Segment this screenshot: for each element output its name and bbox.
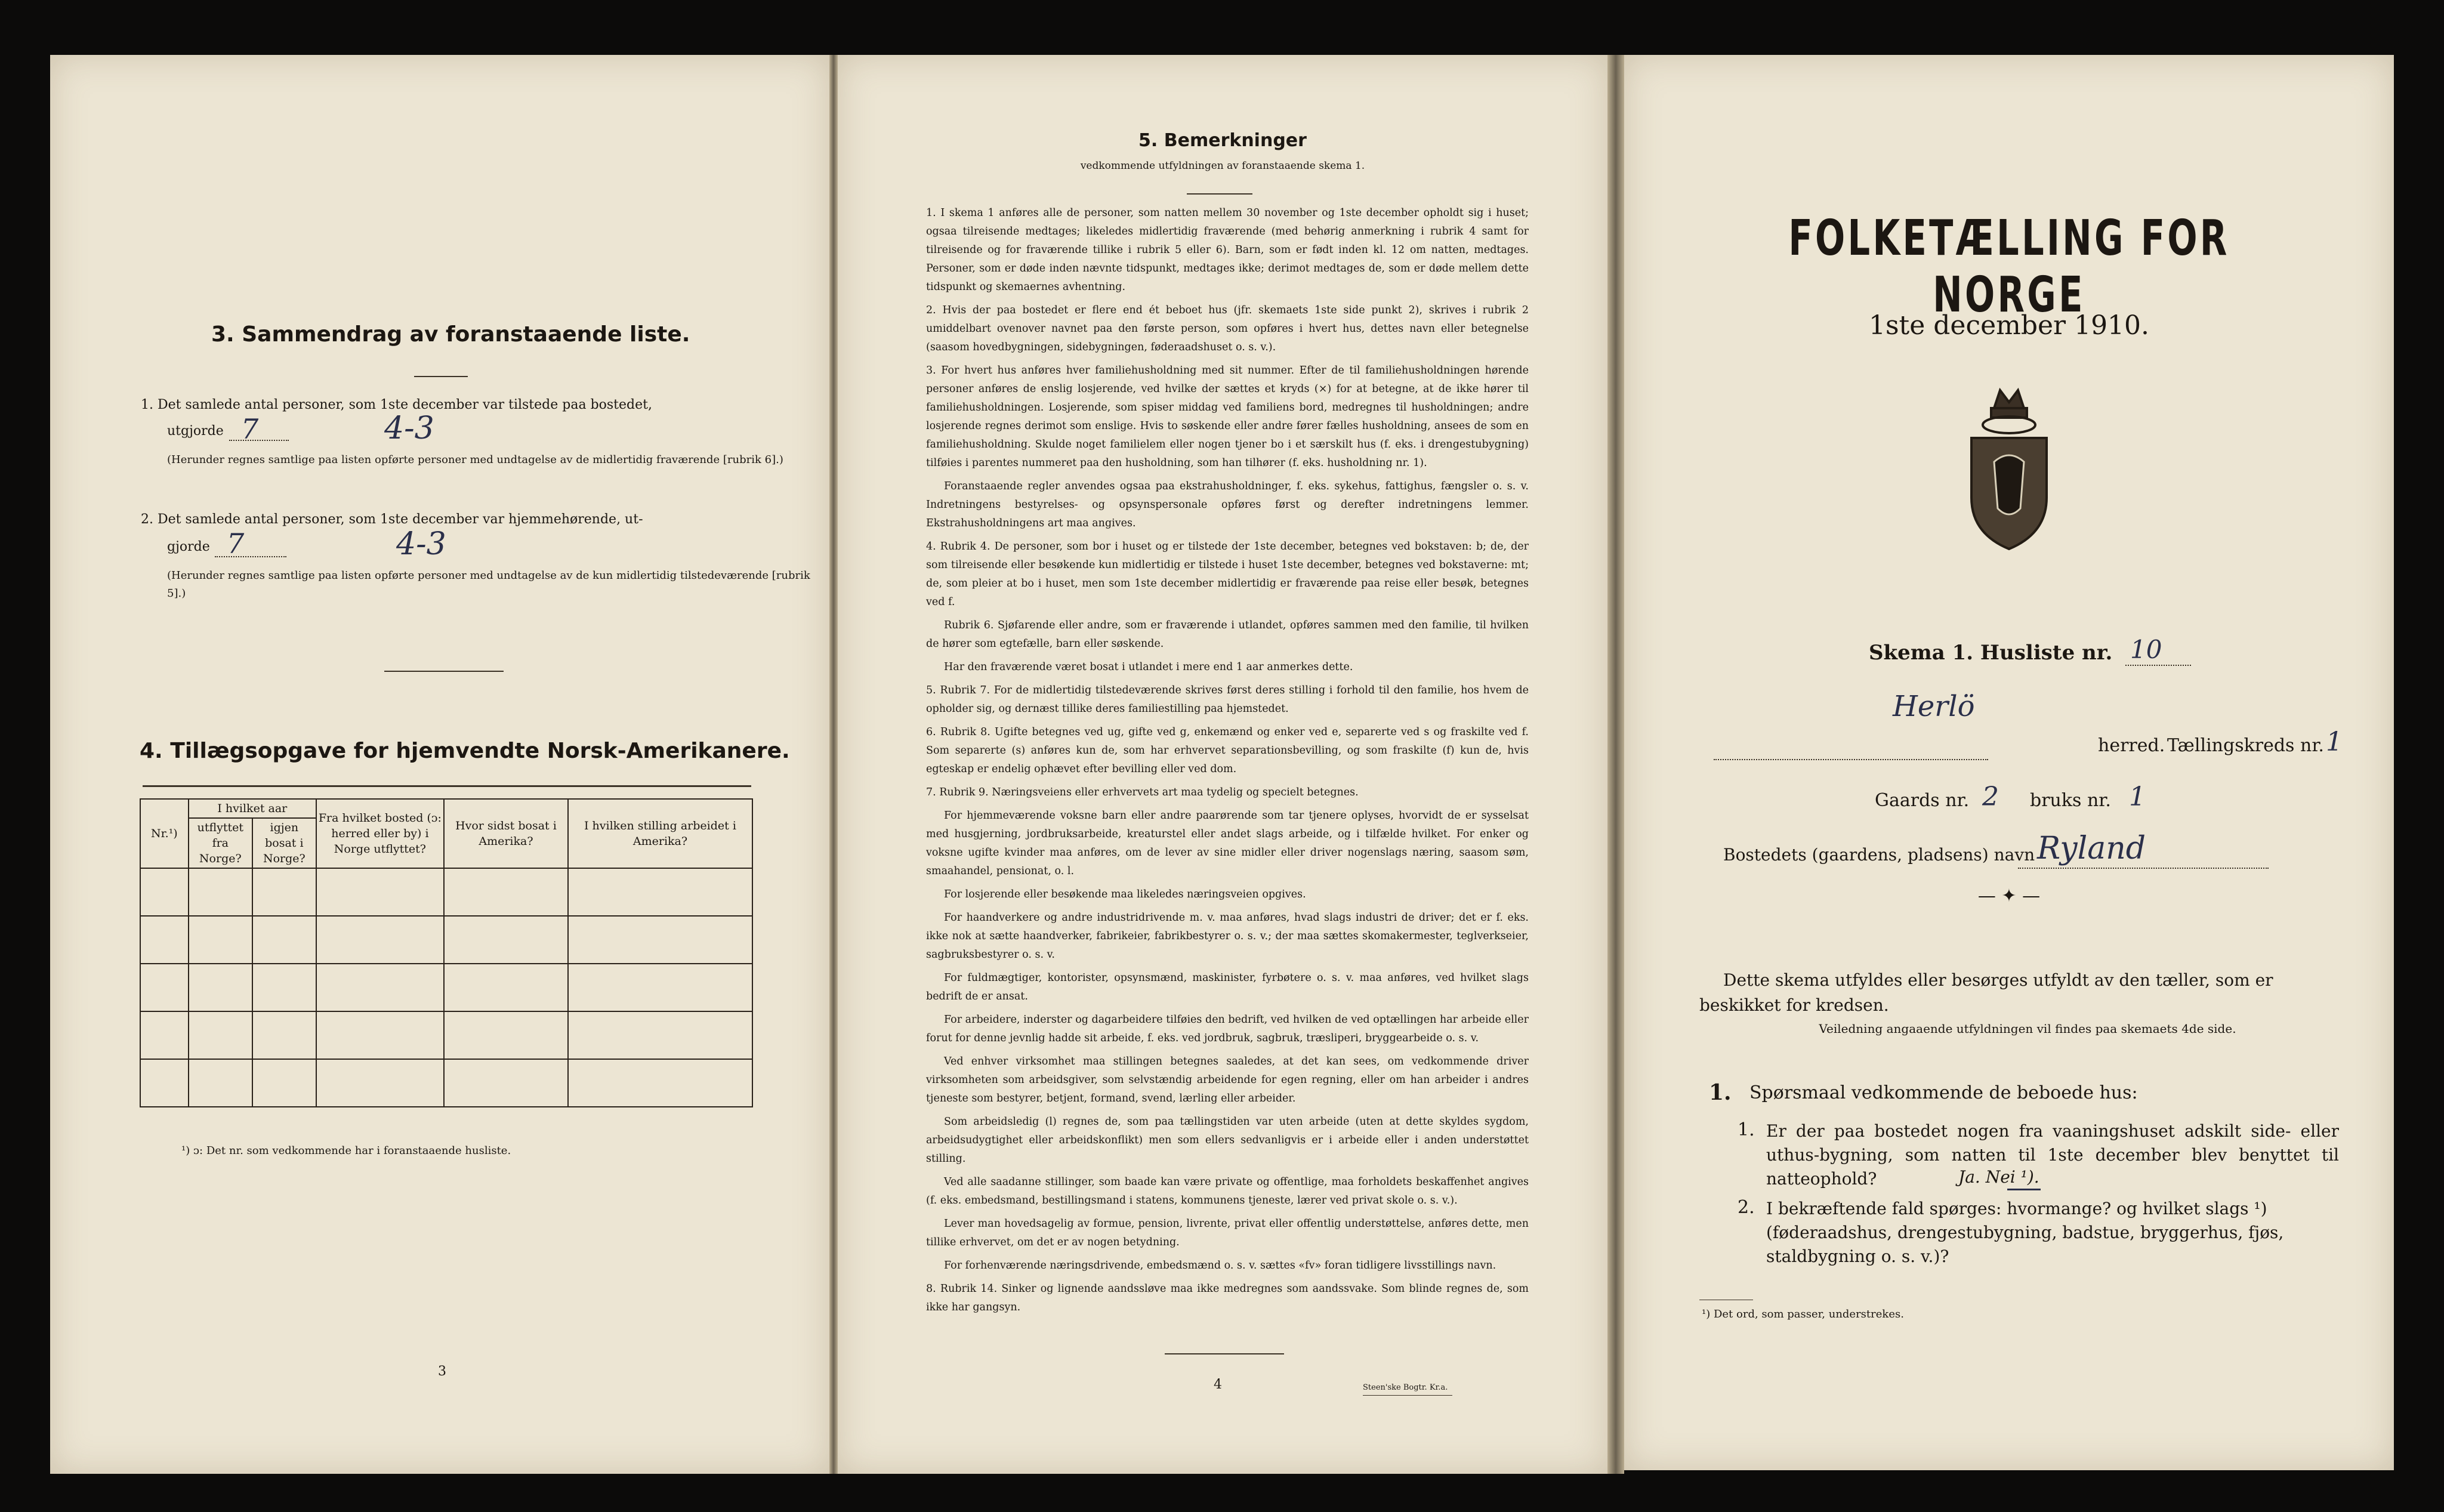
- item-1-prefix: utgjorde: [167, 424, 224, 439]
- bruk-value: 1: [2129, 782, 2146, 812]
- item-1-line: 1. Det samlede antal personer, som 1ste december var tilstede paa bostedet,: [141, 397, 652, 412]
- col-group-year: I hvilket aar: [189, 799, 316, 818]
- form-date: 1ste december 1910.: [1868, 310, 2150, 341]
- divider: [1187, 193, 1252, 195]
- footnote: ¹) Det ord, som passer, understrekes.: [1702, 1308, 1904, 1320]
- dotted-line: [2125, 665, 2191, 666]
- question-2-number: 2.: [1738, 1197, 1755, 1218]
- item-2-prefix: gjorde: [167, 539, 210, 554]
- remark-paragraph: Rubrik 6. Sjøfarende eller andre, som er fraværende i utlandet, opføres sammen med den familie, til hvilken de hører som egtefælle, barn eller søskende.: [926, 619, 1529, 650]
- remark-paragraph: 1. I skema 1 anføres alle de personer, som natten mellem 30 november og 1ste december opholdt sig i huset; ogsaa tilreisende medtages; likeledes midlertidig fraværende (med behørig anmerkning i rubrik 4 samt for tilreisende og for fraværende tillike i rubrik 5 eller 6). Barn, som er født inden kl. 12 om natten, medtages. Personer, som er døde inden nævnte tidspunkt, medtages ikke; derimot medtages de, som er døde mellem dette tidspunkt og skemaernes avhentning.: [926, 207, 1529, 293]
- table-row: [140, 964, 752, 1011]
- table-row: [140, 1059, 752, 1107]
- bosted-label: Bostedets (gaardens, pladsens) navn: [1723, 845, 2035, 865]
- page-fold: [829, 55, 838, 1474]
- page-gutter: [1607, 55, 1624, 1474]
- remark-paragraph: For fuldmægtiger, kontorister, opsynsmænd, maskinister, fyrbøtere o. s. v. maa anføres, ved hvilket slags bedrift de er ansat.: [926, 972, 1529, 1002]
- divider: [384, 671, 504, 672]
- table-row: [140, 868, 752, 916]
- remark-paragraph: 6. Rubrik 8. Ugifte betegnes ved ug, gifte ved g, enkemænd og enker ved e, separerte ved s og fraskilte ved f. Som separerte (s) anføres kun de, som har erhvervet separationsbevilling, og som fraskilte (f) kun de, hvis egteskap er endelig ophævet efter bevilling eller ved dom.: [926, 726, 1529, 775]
- remark-paragraph: For arbeidere, inderster og dagarbeidere tilføies den bedrift, ved hvilken de ved optællingen har arbeide eller forut for denne jevnlig hadde sit arbeide, f. eks. ved jordbruk, sagbruk, træsliperi, bryggearbeide o. s. v.: [926, 1014, 1529, 1044]
- remark-paragraph: Ved enhver virksomhet maa stillingen betegnes saaledes, at det kan sees, om vedkommende driver virksomheten som arbeidsgiver, som selvstændig arbeidende for egen regning, eller om han arbeider i andres tjeneste som bestyrer, betjent, formand, svend, lærling eller arbeider.: [926, 1056, 1529, 1104]
- printer-mark: Steen'ske Bogtr. Kr.a.: [1363, 1383, 1448, 1392]
- col-hvor: Hvor sidst bosat i Amerika?: [444, 799, 568, 868]
- remarks-subtitle: vedkommende utfyldningen av foranstaaende skema 1.: [1080, 160, 1365, 172]
- bruk-label: bruks nr.: [2030, 790, 2111, 811]
- intro-text: Dette skema utfyldes eller besørges utfyldt av den tæller, som er beskikket for kredsen.: [1699, 970, 2273, 1015]
- footnote: ¹) ᴐ: Det nr. som vedkommende har i foranstaaende husliste.: [181, 1144, 511, 1157]
- col-igjen: igjen bosat i Norge?: [252, 818, 316, 868]
- question-section-title: Spørsmaal vedkommende de beboede hus:: [1749, 1082, 2138, 1103]
- page-number: 3: [438, 1364, 446, 1379]
- col-nr: Nr.¹): [140, 799, 189, 868]
- item-1-handwritten: 4-3: [384, 411, 434, 446]
- kreds-label: Tællingskreds nr.: [2167, 735, 2324, 756]
- item-1-value: 7: [241, 413, 259, 445]
- question-section-number: 1.: [1709, 1080, 1732, 1105]
- item-2-value: 7: [227, 527, 245, 560]
- item-2-handwritten: 4-3: [396, 526, 446, 562]
- remark-paragraph: Som arbeidsledig (l) regnes de, som paa tællingstiden var uten arbeide (uten at dette skyldes sygdom, arbeidsudygtighet eller arbeidskonflikt) men som ellers sedvanligvis er i arbeide eller i anden understøttet stilling.: [926, 1116, 1529, 1165]
- section-4-title: 4. Tillægsopgave for hjemvendte Norsk-Amerikanere.: [140, 739, 790, 763]
- remark-paragraph: For haandverkere og andre industridrivende m. v. maa anføres, hvad slags industri de driver; det er f. eks. ikke nok at sætte haandverker, fabrikeier, fabrikbestyrer o. s. v.; der maa sættes skomakermester, teglverkseier, sagbruksbestyrer o. s. v.: [926, 912, 1529, 961]
- ornament-divider: — ✦ —: [1977, 885, 2041, 906]
- norsk-amerikanere-table: [140, 798, 753, 1107]
- herred-value: Herlö: [1893, 690, 1975, 723]
- remark-paragraph: For losjerende eller besøkende maa likeledes næringsveien opgives.: [944, 888, 1306, 900]
- remark-paragraph: 3. For hvert hus anføres hver familiehusholdning med sit nummer. Efter de til familiehusholdningen hørende personer anføres de enslig losjerende, ved hvilke der sættes et kryds (×) for at betegne, at de ikke hører til familiehusholdningen. Losjerende, som spiser middag ved familiens bord, medregnes til husholdningen; andre losjerende regnes derimot som enslige. Hvis to søskende eller andre fører fælles husholdning, ansees de som en familiehusholdning. Skulde noget familielem eller nogen tjener bo i et særskilt hus (f. eks. i drengestubygning) tilføies i parentes nummeret paa den husholdning, som han tilhører (f. eks. husholdning nr. 1).: [926, 365, 1529, 469]
- question-1-answer: Ja. Nei ¹).: [1958, 1167, 2039, 1187]
- remark-paragraph: 2. Hvis der paa bostedet er flere end ét beboet hus (jfr. skemaets 1ste side punkt 2), skrives i rubrik 2 umiddelbart ovenover navnet paa den første person, som opføres i hvert hus, dettes navn eller betegnelse (saasom hovedbygningen, sidebygningen, føderaadshuset o. s. v.).: [926, 304, 1529, 353]
- remark-paragraph: Lever man hovedsagelig av formue, pension, livrente, privat eller offentlig understøttelse, anføres dette, men tillike erhvervet, om det er av nogen betydning.: [926, 1218, 1529, 1248]
- remark-paragraph: Ved alle saadanne stillinger, som baade kan være private og offentlige, maa forholdets beskaffenhet angives (f. eks. embedsmand, bestillingsmand i statens, kommunens tjeneste, lærer ved privat skole o. s. v.).: [926, 1176, 1529, 1206]
- table-row: [140, 916, 752, 964]
- item-2-note: (Herunder regnes samtlige paa listen opførte personer med undtagelse av de kun midlertidig tilstedeværende [rubrik 5].): [167, 569, 810, 600]
- gaard-value: 2: [1982, 782, 1999, 812]
- answer-underline: [2007, 1189, 2041, 1190]
- item-1-note: (Herunder regnes samtlige paa listen opførte personer med undtagelse av de midlertidig fraværende [rubrik 6].): [167, 453, 783, 466]
- page-3: [50, 55, 829, 1474]
- remark-paragraph: Har den fraværende været bosat i utlandet i mere end 1 aar anmerkes dette.: [944, 661, 1353, 673]
- gaard-label: Gaards nr.: [1875, 790, 1970, 811]
- section-3-title: 3. Sammendrag av foranstaaende liste.: [211, 322, 690, 347]
- dotted-line: [229, 440, 289, 441]
- remark-paragraph: For hjemmeværende voksne barn eller andre paarørende som tar tjenere oplyses, hvorvidt de er sysselsat med husgjerning, jordbruksarbeide, kreaturstel eller andet slags arbeide, og i tilfælde hvilket. For enker og voksne ugifte kvinder maa anføres, om de lever av sine midler eller driver nogenslags næring, saasom søm, smaahandel, pensionat, o. l.: [926, 810, 1529, 877]
- item-2-line: 2. Det samlede antal personer, som 1ste december var hjemmehørende, ut-: [141, 512, 643, 527]
- coat-of-arms-icon: [1958, 384, 2060, 553]
- question-1-number: 1.: [1738, 1119, 1755, 1140]
- page-number: 4: [1214, 1377, 1222, 1392]
- remark-paragraph: Foranstaaende regler anvendes ogsaa paa ekstrahusholdninger, f. eks. sykehus, fattighus, fængsler o. s. v. Indretningens bestyrelses- og opsynspersonale opføres først og derefter indretningens lemmer. Ekstrahusholdningens art maa angives.: [926, 480, 1529, 529]
- page-1: [1624, 55, 2394, 1470]
- form-title: FOLKETÆLLING FOR NORGE: [1788, 210, 2230, 323]
- herred-label: herred.: [2098, 735, 2165, 756]
- remark-paragraph: 7. Rubrik 9. Næringsveiens eller erhvervets art maa tydelig og specielt betegnes.: [926, 786, 1359, 798]
- remarks-body: [926, 204, 1529, 1322]
- page-4: [838, 55, 1607, 1474]
- bosted-value: Ryland: [2037, 831, 2146, 866]
- divider: [1165, 1353, 1284, 1354]
- divider: [414, 376, 468, 377]
- husliste-number: 10: [2130, 635, 2162, 664]
- table-row: [140, 1011, 752, 1059]
- remark-paragraph: 4. Rubrik 4. De personer, som bor i huset og er tilstede der 1ste december, betegnes ved bokstaven: b; de, der som tilreisende eller besøkende kun midlertidig er tilstede i huset 1ste december, betegnes ved bokstaverne: mt; de, som pleier at bo i huset, men som 1ste december midlertidig er fraværende paa reise eller besøk, betegnes ved f.: [926, 541, 1529, 608]
- question-1-text: Er der paa bostedet nogen fra vaaningshuset adskilt side- eller uthus-bygning, som natten til 1ste december blev benyttet til natteophold?: [1766, 1121, 2339, 1189]
- kreds-value: 1: [2326, 727, 2343, 757]
- remark-paragraph: 8. Rubrik 14. Sinker og lignende aandssløve maa ikke medregnes som aandssvake. Som blinde regnes de, som ikke har gangsyn.: [926, 1283, 1529, 1313]
- col-stilling: I hvilken stilling arbeidet i Amerika?: [568, 799, 752, 868]
- dotted-line: [2018, 868, 2269, 869]
- divider: [143, 785, 751, 787]
- remark-paragraph: For forhenværende næringsdrivende, embedsmænd o. s. v. sættes «fv» foran tidligere livsstillings navn.: [944, 1260, 1496, 1272]
- divider: [1363, 1395, 1452, 1396]
- intro-note: Veiledning angaaende utfyldningen vil findes paa skemaets 4de side.: [1819, 1022, 2236, 1036]
- skema-label: Skema 1. Husliste nr.: [1869, 641, 2113, 665]
- col-fra: Fra hvilket bosted (ᴐ: herred eller by) i Norge utflyttet?: [316, 799, 444, 868]
- dotted-line: [215, 556, 286, 557]
- col-utflyttet: utflyttet fra Norge?: [189, 818, 252, 868]
- remarks-title: 5. Bemerkninger: [1138, 130, 1307, 151]
- remark-paragraph: 5. Rubrik 7. For de midlertidig tilstedeværende skrives først deres stilling i forhold til den familie, hos hvem de opholder sig, og dernæst tillike deres familiestilling paa hjemstedet.: [926, 684, 1529, 715]
- question-2-text: I bekræftende fald spørges: hvormange? og hvilket slags ¹) (føderaadshus, drengestubygning, badstue, bryggerhus, fjøs, staldbygning o. s. v.)?: [1766, 1199, 2284, 1266]
